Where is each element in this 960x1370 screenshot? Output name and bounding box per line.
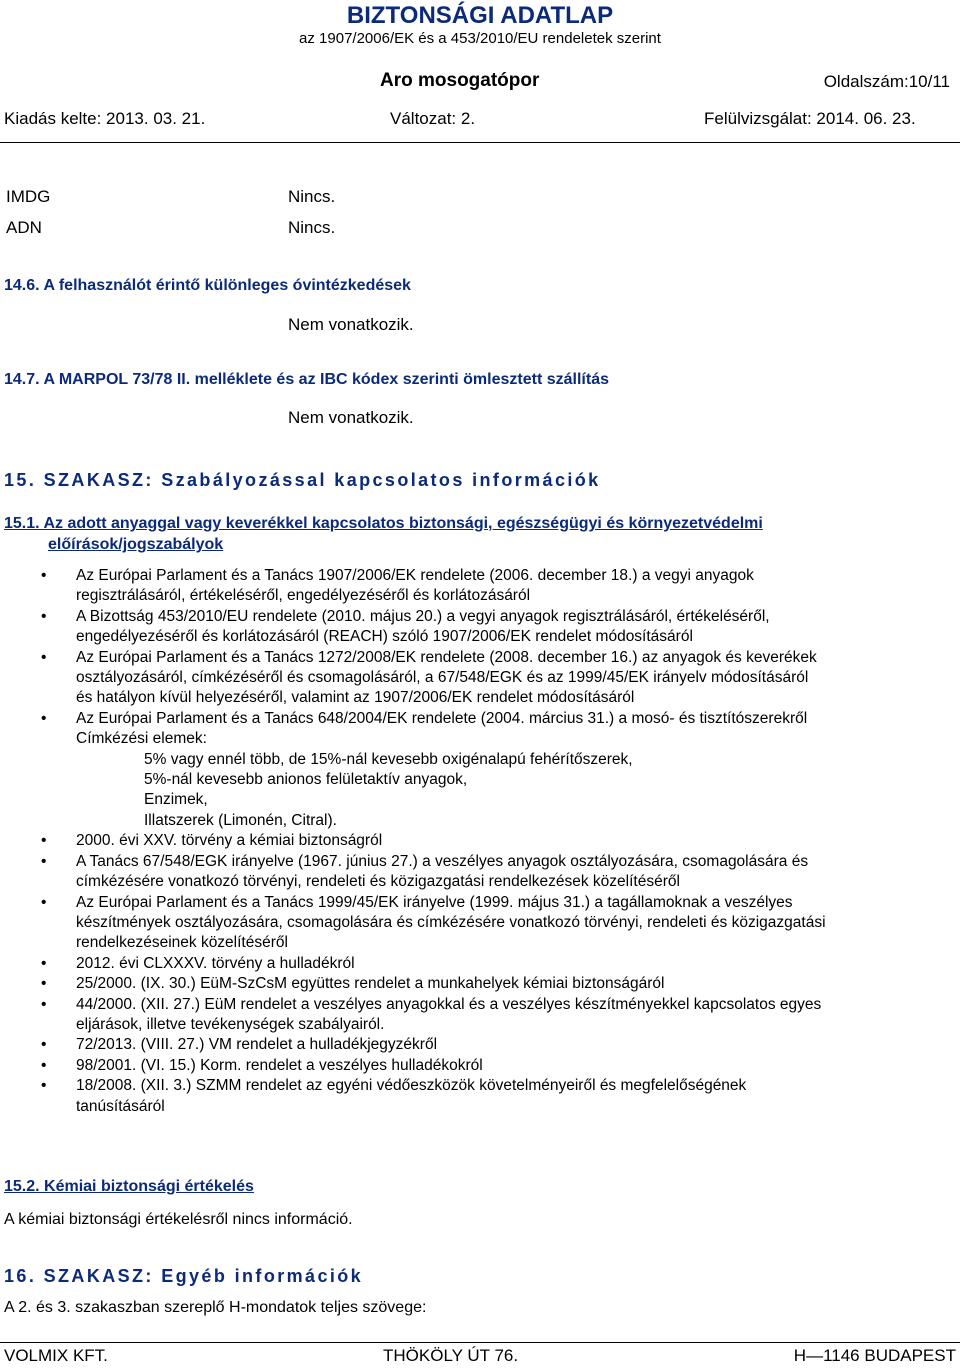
section-15-1-heading: 15.1. Az adott anyaggal vagy keverékkel kapcsolatos biztonsági, egészségügyi és környezetvédelmi xyxy=(4,515,763,532)
list-item: • 98/2001. (VI. 15.) Korm. rendelet a veszélyes hulladékokról xyxy=(30,1056,955,1076)
adn-value: Nincs. xyxy=(288,218,336,237)
header-divider xyxy=(0,142,960,143)
footer-company: VOLMIX KFT. xyxy=(4,1346,108,1365)
section-14-7-heading: 14.7. A MARPOL 73/78 II. melléklete és az IBC kódex szerinti ömlesztett szállítás xyxy=(4,371,609,388)
footer-city: H—1146 BUDAPEST xyxy=(793,1346,956,1365)
list-item: • Az Európai Parlament és a Tanács 1999/45/EK irányelve (1999. május 31.) a tagállamoknak a veszélyes készítmények osztályozására, csomagolására és címkézésére vonatkozó törvényi, rendeleti és közigazgatási rendelkezéseinek közelítéséről xyxy=(41,893,826,952)
label-elements-heading: Címkézési elemek: xyxy=(76,730,207,748)
list-item: • A Tanács 67/548/EGK irányelve (1967. június 27.) a veszélyes anyagok osztályozására, csomagolására és címkézésére vonatkozó törvényi, rendeleti és közigazgatási rendelkezések közelítéséről xyxy=(41,852,809,891)
section-15-2-text: A kémiai biztonsági értékelésről nincs információ. xyxy=(4,1211,353,1228)
adn-label: ADN xyxy=(6,218,42,237)
list-item: • 18/2008. (XII. 3.) SZMM rendelet az egyéni védőeszközök követelményeiről és megfelelőségének tanúsításáról xyxy=(41,1077,747,1115)
bullet: • xyxy=(41,852,47,870)
list-item: • Az Európai Parlament és a Tanács 648/2004/EK rendelete (2004. március 31.) a mosó- és tisztítószerekről Címkézési elemek: 5% vagy ennél több, de 15%-nál kevesebb oxigénalapú fehérítőszerek, 5%-nál kevesebb anionos felületaktív anyagok, Enzimek, Illatszerek (Limonén, Citral). xyxy=(30,709,955,831)
list-item: • 44/2000. (XII. 27.) EüM rendelet a veszélyes anyagokkal és a veszélyes készítményekkel kapcsolatos egyes eljárások, illetve tevékenységek szabályairól. xyxy=(41,995,822,1033)
list-item: • 72/2013. (VIII. 27.) VM rendelet a hulladékjegyzékről xyxy=(30,1035,955,1055)
document-subtitle: az 1907/2006/EK és a 453/2010/EU rendeletek szerint xyxy=(299,30,661,47)
bullet: • xyxy=(41,1077,47,1095)
label-element: Enzimek, xyxy=(144,791,208,809)
section-16-text: A 2. és 3. szakaszban szereplő H-mondatok teljes szövege: xyxy=(4,1299,427,1316)
version: Változat: 2. xyxy=(390,109,476,128)
bullet: • xyxy=(41,648,47,666)
label-elements-list xyxy=(76,750,955,832)
bullet: • xyxy=(41,1056,47,1074)
section-15-heading: 15. SZAKASZ: Szabályozással kapcsolatos információk xyxy=(4,470,601,490)
section-14-6-text: Nem vonatkozik. xyxy=(288,315,414,334)
bullet: • xyxy=(41,975,47,993)
list-item: • A Bizottság 453/2010/EU rendelete (2010. május 20.) a vegyi anyagok regisztrálásáról, értékeléséről, engedélyezéséről és korlátozásáról (REACH) szóló 1907/2006/EK rendelet módosításáról xyxy=(41,607,770,646)
bullet: • xyxy=(41,709,47,727)
issue-date: Kiadás kelte: 2013. 03. 21. xyxy=(4,109,206,128)
imdg-label: IMDG xyxy=(6,187,51,206)
list-item: • 25/2000. (IX. 30.) EüM-SzCsM együttes rendelet a munkahelyek kémiai biztonságáról xyxy=(30,974,955,994)
section-15-1-heading-cont: előírások/jogszabályok xyxy=(48,536,224,553)
bullet: • xyxy=(41,832,47,850)
product-name: Aro mosogatópor xyxy=(380,70,540,91)
imdg-value: Nincs. xyxy=(288,187,336,206)
footer-divider xyxy=(0,1342,960,1343)
label-element: Illatszerek (Limonén, Citral). xyxy=(144,811,337,829)
document-title: BIZTONSÁGI ADATLAP xyxy=(346,2,614,29)
bullet: • xyxy=(41,954,47,972)
regulation-list xyxy=(30,566,955,1117)
list-item: • Az Európai Parlament és a Tanács 1907/2006/EK rendelete (2006. december 18.) a vegyi anyagok regisztrálásáról, értékeléséről, engedélyezéséről és korlátozásáról xyxy=(41,567,754,605)
page-number: Oldalszám:10/11 xyxy=(823,72,950,91)
footer-street: THÖKÖLY ÚT 76. xyxy=(383,1346,519,1365)
section-14-6-heading: 14.6. A felhasználót érintő különleges óvintézkedések xyxy=(4,277,411,294)
bullet: • xyxy=(41,567,47,584)
bullet: • xyxy=(41,995,47,1013)
section-15-2-heading: 15.2. Kémiai biztonsági értékelés xyxy=(4,1178,254,1195)
section-14-7-text: Nem vonatkozik. xyxy=(288,408,414,427)
list-item: • Az Európai Parlament és a Tanács 1272/2008/EK rendelete (2008. december 16.) az anyagok és keverékek osztályozásáról, címkézéséről és csomagolásáról, a 67/548/EGK és az 1999/45/EK irányelv módosításáról és hatályon kívül helyezéséről, valamint az 1907/2006/EK rendelet módosításáról xyxy=(41,648,817,707)
revision-date: Felülvizsgálat: 2014. 06. 23. xyxy=(704,109,916,128)
bullet: • xyxy=(41,1036,47,1054)
list-item: • 2000. évi XXV. törvény a kémiai biztonságról xyxy=(30,831,955,851)
label-element: 5% vagy ennél több, de 15%-nál kevesebb oxigénalapú fehérítőszerek, xyxy=(144,750,633,768)
list-item: • 2012. évi CLXXXV. törvény a hulladékról xyxy=(30,954,955,974)
bullet: • xyxy=(41,893,47,911)
section-16-heading: 16. SZAKASZ: Egyéb információk xyxy=(4,1266,364,1286)
label-element: 5%-nál kevesebb anionos felületaktív anyagok, xyxy=(144,771,468,789)
bullet: • xyxy=(41,607,47,625)
